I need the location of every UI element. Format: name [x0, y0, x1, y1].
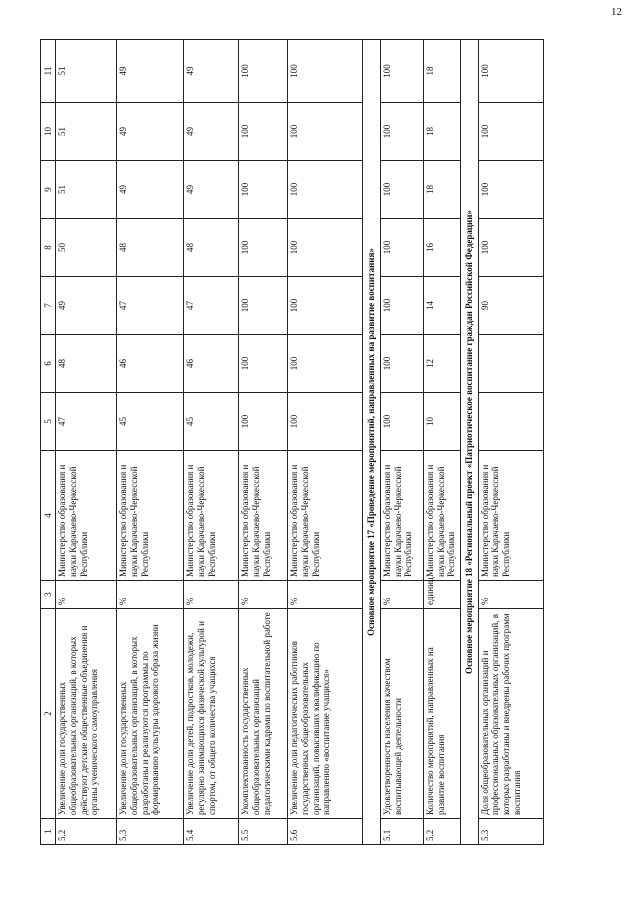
- unit-cell: %: [117, 581, 184, 609]
- value-cell: 49: [56, 277, 117, 335]
- indicator-text: Увеличение доли государственных общеобразовательных организаций, в которых действуют детские общественные объединения и органы ученического самоуправления: [56, 609, 117, 819]
- row-id: 5.4: [184, 819, 239, 845]
- section-heading-17: Основное мероприятие 17 «Проведение мероприятий, направленных на развитие воспитания»: [363, 40, 381, 845]
- row-id: 5.2: [423, 819, 460, 845]
- value-cell: 46: [117, 335, 184, 393]
- value-cell: 46: [184, 335, 239, 393]
- value-cell: 48: [117, 219, 184, 277]
- unit-cell: %: [184, 581, 239, 609]
- table-row: [288, 40, 363, 845]
- table-row: [478, 40, 543, 845]
- indicator-text: Увеличение доли детей, подростков, молодежи, регулярно занимающихся физической культурой и спортом, от общего количества учащихся: [184, 609, 239, 819]
- executor-cell: Министерство образования и науки Карачаево-Черкесской Республики: [380, 451, 423, 581]
- value-cell: 49: [117, 161, 184, 219]
- header-row: [41, 40, 56, 845]
- col-header: 5: [41, 393, 56, 451]
- value-cell: [478, 335, 543, 393]
- row-id: 5.5: [239, 819, 288, 845]
- value-cell: 49: [184, 103, 239, 161]
- value-cell: 10: [423, 393, 460, 451]
- value-cell: 51: [56, 161, 117, 219]
- row-id: 5.6: [288, 819, 363, 845]
- value-cell: 47: [56, 393, 117, 451]
- indicator-table: [40, 39, 544, 845]
- col-header: 8: [41, 219, 56, 277]
- value-cell: 49: [117, 103, 184, 161]
- value-cell: 100: [288, 103, 363, 161]
- value-cell: 100: [239, 40, 288, 103]
- value-cell: 100: [380, 335, 423, 393]
- row-id: 5.3: [117, 819, 184, 845]
- executor-cell: Министерство образования и науки Карачаево-Черкесской Республики: [478, 451, 543, 581]
- value-cell: 100: [239, 161, 288, 219]
- value-cell: 100: [478, 103, 543, 161]
- executor-cell: Министерство образования и науки Карачаево-Черкесской Республики: [239, 451, 288, 581]
- value-cell: 100: [239, 335, 288, 393]
- value-cell: 45: [184, 393, 239, 451]
- unit-cell: %: [239, 581, 288, 609]
- table-row: [423, 40, 460, 845]
- rotated-table-container: [40, 40, 625, 845]
- section-row: [460, 40, 478, 845]
- table-row: [380, 40, 423, 845]
- section-row: [363, 40, 381, 845]
- value-cell: 47: [184, 277, 239, 335]
- value-cell: 90: [478, 277, 543, 335]
- value-cell: 100: [239, 393, 288, 451]
- value-cell: 12: [423, 335, 460, 393]
- row-id: 5.1: [380, 819, 423, 845]
- col-header: 4: [41, 451, 56, 581]
- value-cell: 45: [117, 393, 184, 451]
- value-cell: 100: [239, 219, 288, 277]
- value-cell: 16: [423, 219, 460, 277]
- value-cell: 100: [380, 103, 423, 161]
- value-cell: 47: [117, 277, 184, 335]
- indicator-text: Увеличение доли педагогических работников государственных общеобразовательных организаций, повысивших квалификацию по направлению «воспитание учащихся»: [288, 609, 363, 819]
- value-cell: 14: [423, 277, 460, 335]
- table-row: [56, 40, 117, 845]
- col-header: 3: [41, 581, 56, 609]
- table-row: [239, 40, 288, 845]
- unit-cell: %: [478, 581, 543, 609]
- unit-cell: %: [380, 581, 423, 609]
- value-cell: 51: [56, 103, 117, 161]
- table-row: [184, 40, 239, 845]
- value-cell: 49: [184, 161, 239, 219]
- unit-cell: %: [56, 581, 117, 609]
- value-cell: 100: [239, 277, 288, 335]
- value-cell: 100: [288, 335, 363, 393]
- unit-cell: единиц: [423, 581, 460, 609]
- value-cell: 18: [423, 40, 460, 103]
- value-cell: 100: [380, 219, 423, 277]
- value-cell: 49: [117, 40, 184, 103]
- row-id: 5.3: [478, 819, 543, 845]
- col-header: 10: [41, 103, 56, 161]
- value-cell: 100: [478, 219, 543, 277]
- value-cell: 100: [380, 277, 423, 335]
- col-header: 6: [41, 335, 56, 393]
- col-header: 1: [41, 819, 56, 845]
- value-cell: 100: [288, 161, 363, 219]
- executor-cell: Министерство образования и науки Карачаево-Черкесской Республики: [56, 451, 117, 581]
- table-row: [117, 40, 184, 845]
- value-cell: 100: [288, 219, 363, 277]
- value-cell: 100: [288, 40, 363, 103]
- indicator-text: Удовлетворенность населения качеством воспитывающей деятельности: [380, 609, 423, 819]
- value-cell: 100: [380, 161, 423, 219]
- value-cell: [478, 393, 543, 451]
- value-cell: 100: [478, 161, 543, 219]
- col-header: 2: [41, 609, 56, 819]
- col-header: 7: [41, 277, 56, 335]
- value-cell: 51: [56, 40, 117, 103]
- indicator-text: Увеличение доли государственных общеобразовательных организаций, в которых разработаны и реализуются программы по формированию культуры здорового образа жизни: [117, 609, 184, 819]
- value-cell: 18: [423, 161, 460, 219]
- value-cell: 100: [380, 393, 423, 451]
- value-cell: 100: [239, 103, 288, 161]
- executor-cell: Министерство образования и науки Карачаево-Черкесской Республики: [117, 451, 184, 581]
- executor-cell: Министерство образования и науки Карачаево-Черкесской Республики: [423, 451, 460, 581]
- value-cell: 100: [380, 40, 423, 103]
- indicator-text: Доля общеобразовательных организаций и профессиональных образовательных организаций, в которых разработаны и внедрены рабочих программ воспитания: [478, 609, 543, 819]
- value-cell: 48: [184, 219, 239, 277]
- value-cell: 100: [288, 393, 363, 451]
- value-cell: 48: [56, 335, 117, 393]
- col-header: 9: [41, 161, 56, 219]
- value-cell: 50: [56, 219, 117, 277]
- value-cell: 100: [478, 40, 543, 103]
- indicator-text: Укомплектованность государственных общеобразовательных организаций педагогическими кадрами по воспитательной работе: [239, 609, 288, 819]
- executor-cell: Министерство образования и науки Карачаево-Черкесской Республики: [184, 451, 239, 581]
- value-cell: 18: [423, 103, 460, 161]
- executor-cell: Министерство образования и науки Карачаево-Черкесской Республики: [288, 451, 363, 581]
- value-cell: 49: [184, 40, 239, 103]
- value-cell: 100: [288, 277, 363, 335]
- page-number: 12: [611, 6, 622, 18]
- row-id: 5.2: [56, 819, 117, 845]
- col-header: 11: [41, 40, 56, 103]
- indicator-text: Количество мероприятий, направленных на развитие воспитания: [423, 609, 460, 819]
- unit-cell: %: [288, 581, 363, 609]
- section-heading-18: Основное мероприятие 18 «Региональный проект «Патриотическое воспитание граждан Российской Федерации»: [460, 40, 478, 845]
